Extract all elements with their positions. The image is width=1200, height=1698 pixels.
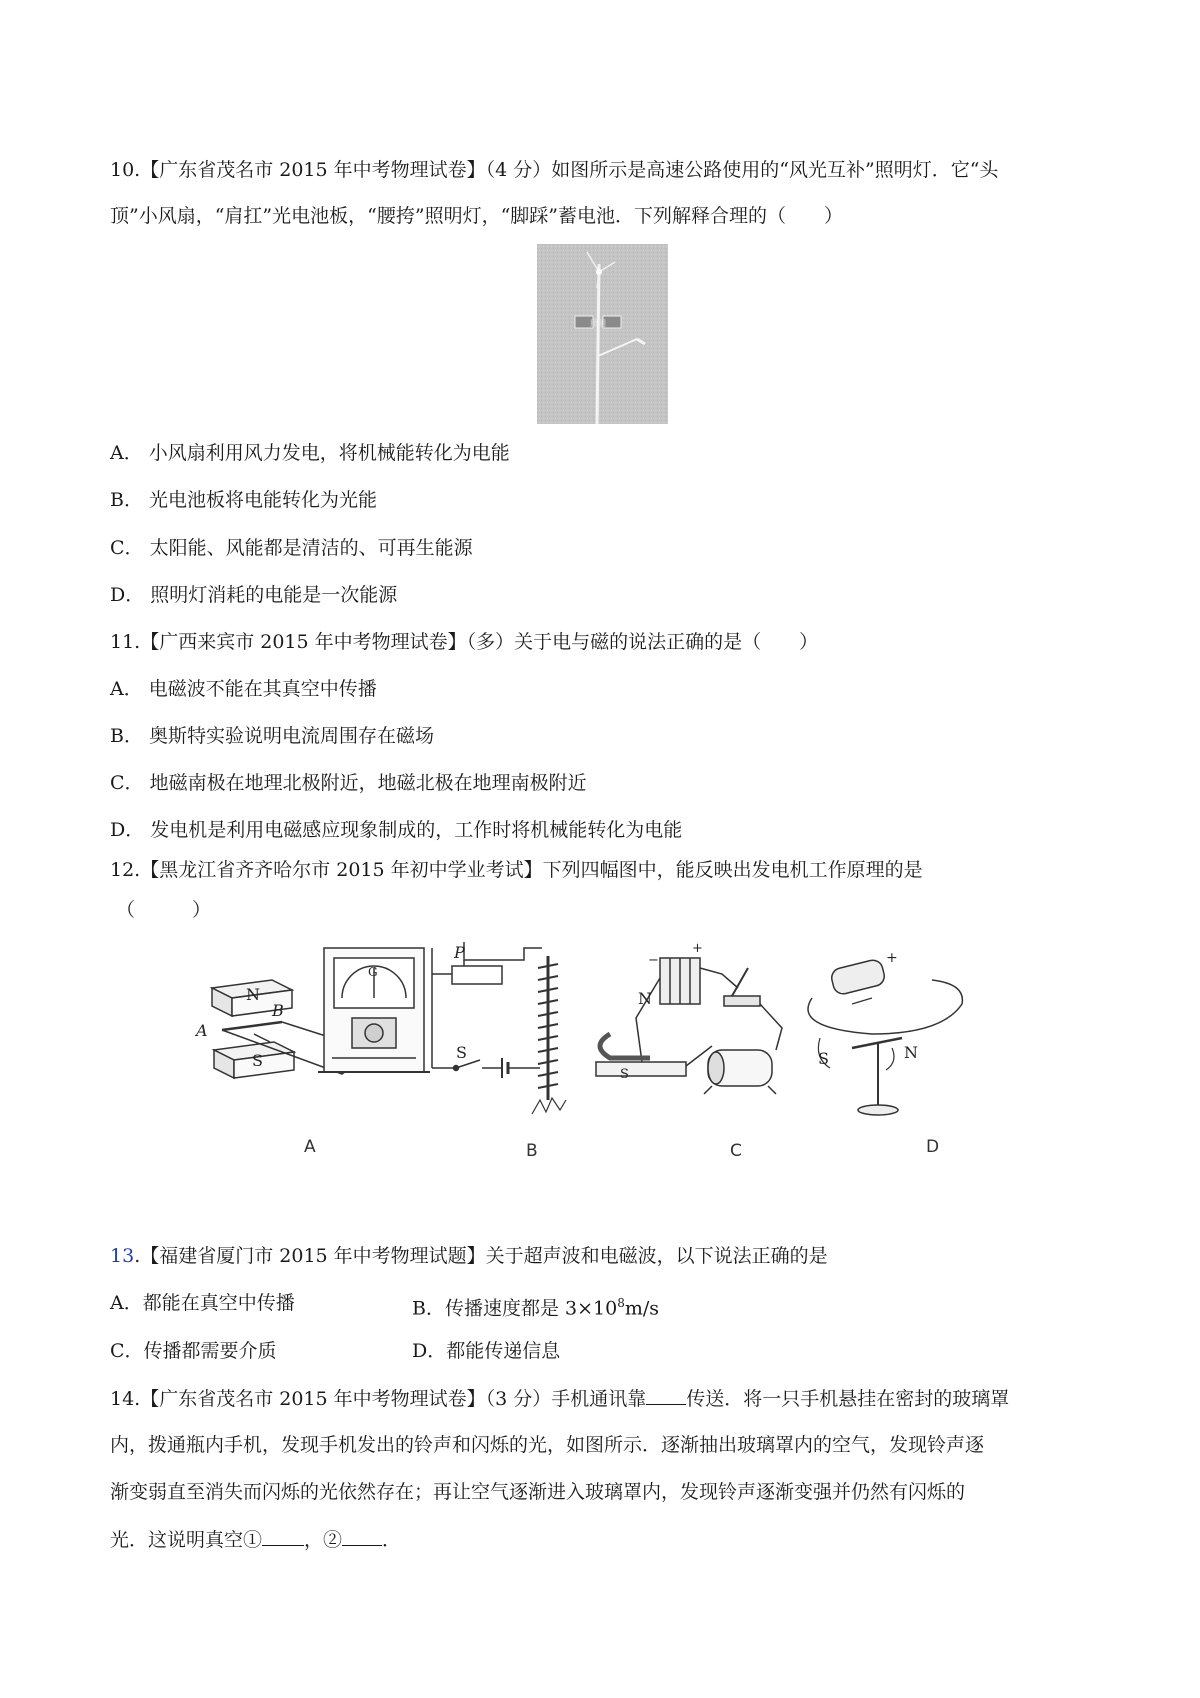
q10-option-c: C． 太阳能、风能都是清洁的、可再生能源 (110, 537, 473, 559)
q11-option-a: A． 电磁波不能在其真空中传播 (110, 678, 377, 700)
q11-option-c: C． 地磁南极在地理北极附近，地磁北极在地理南极附近 (110, 772, 587, 794)
q13-option-a: A．都能在真空中传播 (110, 1292, 295, 1314)
fig-a-n-pole: N (246, 985, 260, 1004)
fig-a-label-g: G (368, 965, 378, 979)
q14-blank-3 (342, 1525, 382, 1546)
fig-a-label-a: A (196, 1021, 208, 1040)
figure-label-a: A (304, 1137, 316, 1157)
q10-option-d: D． 照明灯消耗的电能是一次能源 (110, 584, 398, 606)
q11-stem: 11.【广西来宾市 2015 年中考物理试卷】（多）关于电与磁的说法正确的是（ ） (110, 631, 819, 653)
fig-a-label-b: B (272, 1001, 284, 1020)
q14-stem-line1: 14.【广东省茂名市 2015 年中考物理试卷】（3 分）手机通讯靠 传送．将一只手机悬挂在密封的玻璃罩 (110, 1384, 1110, 1413)
q10-option-a: A． 小风扇利用风力发电，将机械能转化为电能 (110, 442, 510, 464)
q13-stem-text: .【福建省厦门市 2015 年中考物理试题】关于超声波和电磁波，以下说法正确的是 (134, 1245, 828, 1267)
figure-a (212, 948, 430, 1078)
q13-stem (110, 1242, 1110, 1270)
q12-stem: 12.【黑龙江省齐齐哈尔市 2015 年初中学业考试】下列四幅图中，能反映出发电机工作原理的是 (110, 859, 923, 881)
figure-label-b: B (526, 1141, 538, 1160)
q13-options-row2 (110, 1337, 1110, 1365)
figure-d (808, 958, 962, 1115)
q13-options-row1 (110, 1289, 1110, 1320)
q10-stem-line1: 10.【广东省茂名市 2015 年中考物理试卷】（4 分）如图所示是高速公路使用的“风光互补”照明灯．它“头 (110, 159, 999, 181)
figure-b-labels (453, 943, 467, 1062)
q11-option-b: B． 奥斯特实验说明电流周围存在磁场 (110, 725, 435, 747)
q11-option-d: D． 发电机是利用电磁感应现象制成的，工作时将机械能转化为电能 (110, 819, 683, 841)
figure-b (432, 942, 566, 1114)
q12-answer-paren: （ ） (116, 899, 212, 921)
fig-d-plus: + (886, 950, 898, 966)
q14-stem-line3: 渐变弱直至消失而闪烁的光依然存在；再让空气逐渐进入玻璃罩内，发现铃声逐渐变强并仍然有闪烁的 (110, 1481, 966, 1503)
figure-label-d: D (926, 1137, 940, 1157)
q13-option-d: D．都能传递信息 (412, 1340, 561, 1362)
street-lamp-photo (537, 244, 668, 424)
q13-option-b: B．传播速度都是 $3\times 10^8m/s$ (412, 1296, 659, 1320)
q12-figures (192, 938, 1012, 1160)
fig-d-n-pole: N (904, 1043, 918, 1062)
q12-figures-svg (192, 938, 1012, 1160)
fig-b-label-p: P (454, 943, 465, 962)
fig-c-s-pole: S (620, 1067, 629, 1082)
wind-solar-lamp-image (537, 244, 668, 424)
q14-blank-1 (646, 1384, 686, 1405)
q10-option-b: B． 光电池板将电能转化为光能 (110, 489, 378, 511)
q14-stem-line2: 内，拨通瓶内手机，发现手机发出的铃声和闪烁的光，如图所示．逐渐抽出玻璃罩内的空气，发现铃声逐 (110, 1434, 985, 1456)
fig-b-label-s: S (456, 1043, 467, 1062)
q13-option-c: C．传播都需要介质 (110, 1340, 277, 1362)
photo-caption: 照明 (590, 319, 606, 328)
figure-label-c: C (730, 1141, 742, 1160)
fig-c-n-pole: N (638, 989, 652, 1008)
q14-blank-2 (262, 1525, 304, 1546)
q13-number: 13 (110, 1245, 135, 1267)
fig-c-minus: − (648, 953, 659, 968)
q14-stem-line4: 光．这说明真空① ，② ． (110, 1525, 1110, 1554)
q10-stem-line2: 顶”小风扇，“肩扛”光电池板，“腰挎”照明灯，“脚踩”蓄电池．下列解释合理的（ ） (110, 205, 843, 227)
fig-d-s-pole: S (818, 1049, 829, 1068)
fig-a-s-pole: S (252, 1051, 263, 1070)
fig-c-plus: + (692, 941, 703, 956)
